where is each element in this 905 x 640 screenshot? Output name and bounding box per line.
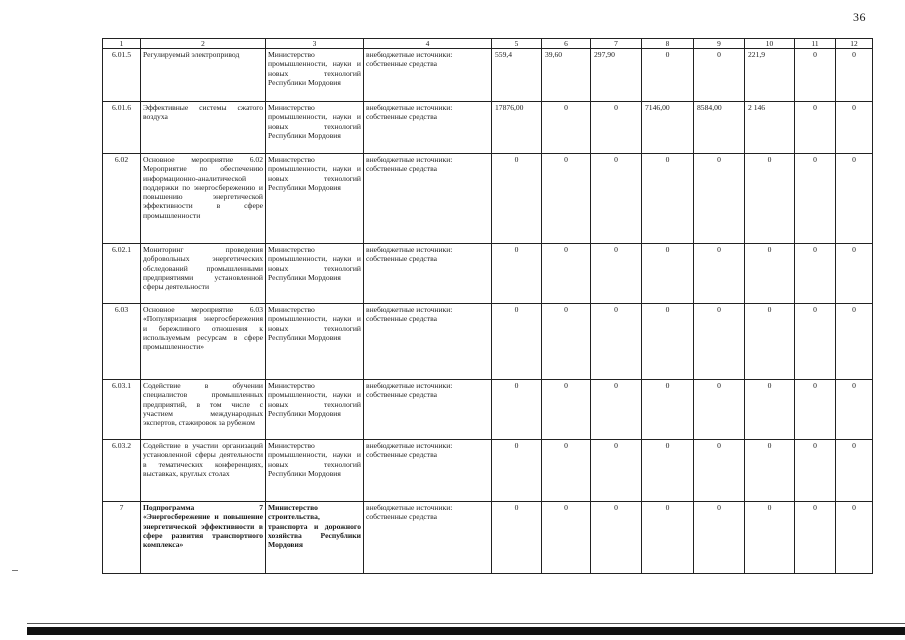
- row-funding-source: внебюджетные источники: собственные средства: [364, 154, 492, 244]
- table-row: [103, 304, 873, 380]
- row-value: 0: [795, 49, 836, 102]
- row-value: 0: [745, 154, 795, 244]
- row-value: 7146,00: [642, 102, 694, 154]
- row-name: Мониторинг проведения добровольных энергетических обследований промышленными предприятиями установленной сферы деятельности: [141, 244, 266, 304]
- row-funding-source: внебюджетные источники: собственные средства: [364, 380, 492, 440]
- row-value: 0: [836, 244, 873, 304]
- table-row: [103, 440, 873, 502]
- row-executor: Министерство промышленности, науки и новых технологий Республики Мордовия: [266, 154, 364, 244]
- table-row: [103, 380, 873, 440]
- column-header: 12: [836, 39, 873, 49]
- row-funding-source: внебюджетные источники: собственные средства: [364, 304, 492, 380]
- row-code: 6.03.2: [103, 440, 141, 502]
- row-code: 6.01.5: [103, 49, 141, 102]
- row-funding-source: внебюджетные источники: собственные средства: [364, 49, 492, 102]
- row-funding-source: внебюджетные источники: собственные средства: [364, 502, 492, 574]
- table-row: [103, 244, 873, 304]
- row-funding-source: внебюджетные источники: собственные средства: [364, 244, 492, 304]
- row-value: 0: [591, 304, 642, 380]
- row-value: 2 146: [745, 102, 795, 154]
- row-value: 221,9: [745, 49, 795, 102]
- row-value: 0: [642, 49, 694, 102]
- row-value: 0: [591, 440, 642, 502]
- row-value: 0: [795, 244, 836, 304]
- row-value: 0: [492, 380, 542, 440]
- row-value: 0: [542, 154, 591, 244]
- table-row: [103, 502, 873, 574]
- row-code: 6.03.1: [103, 380, 141, 440]
- row-name: Содействие в обучении специалистов промышленных предприятий, в том числе с участием международных экспертов, стажировок за рубежом: [141, 380, 266, 440]
- row-value: 0: [795, 154, 836, 244]
- row-executor: Министерство промышленности, науки и новых технологий Республики Мордовия: [266, 304, 364, 380]
- row-value: 0: [492, 304, 542, 380]
- row-executor: Министерство промышленности, науки и новых технологий Республики Мордовия: [266, 440, 364, 502]
- row-value: 0: [542, 244, 591, 304]
- row-value: 0: [492, 154, 542, 244]
- row-value: 0: [642, 502, 694, 574]
- row-code: 6.03: [103, 304, 141, 380]
- row-name: Эффективные системы сжатого воздуха: [141, 102, 266, 154]
- row-value: 559,4: [492, 49, 542, 102]
- table-row: [103, 154, 873, 244]
- row-value: 0: [836, 502, 873, 574]
- column-header: 11: [795, 39, 836, 49]
- page-number: 36: [853, 10, 866, 24]
- scan-mark: [12, 570, 18, 571]
- row-name: Основное мероприятие 6.02 Мероприятие по обеспечению информационно-аналитической поддержки по энергосбережению и повышению энергетической эффективности в сфере промышленности: [141, 154, 266, 244]
- row-value: 0: [795, 440, 836, 502]
- column-header: 2: [141, 39, 266, 49]
- column-header: 7: [591, 39, 642, 49]
- row-value: 297,90: [591, 49, 642, 102]
- row-value: 0: [745, 244, 795, 304]
- row-value: 0: [836, 49, 873, 102]
- table-body: [103, 39, 873, 574]
- row-value: 0: [795, 380, 836, 440]
- row-value: 0: [694, 154, 745, 244]
- row-value: 0: [745, 380, 795, 440]
- row-value: 0: [642, 380, 694, 440]
- row-value: 0: [836, 154, 873, 244]
- row-value: 0: [642, 304, 694, 380]
- row-value: 0: [542, 102, 591, 154]
- row-value: 0: [745, 502, 795, 574]
- scan-edge-line: [27, 623, 905, 624]
- program-table: [102, 38, 873, 574]
- row-value: 0: [642, 154, 694, 244]
- row-value: 0: [694, 440, 745, 502]
- column-header: 1: [103, 39, 141, 49]
- scan-bottom-border: [27, 627, 905, 635]
- row-value: 0: [642, 244, 694, 304]
- row-value: 0: [542, 304, 591, 380]
- row-name: Подпрограмма 7 «Энергосбережение и повышение энергетической эффективности в сфере развития транспортного комплекса»: [141, 502, 266, 574]
- row-value: 0: [836, 102, 873, 154]
- row-value: 17876,00: [492, 102, 542, 154]
- row-name: Основное мероприятие 6.03 «Популяризация энергосбережения и бережливого отношения к используемым ресурсам в сфере промышленности»: [141, 304, 266, 380]
- row-value: 0: [591, 502, 642, 574]
- row-value: 0: [694, 502, 745, 574]
- row-value: 0: [642, 440, 694, 502]
- row-code: 7: [103, 502, 141, 574]
- row-funding-source: внебюджетные источники: собственные средства: [364, 102, 492, 154]
- row-code: 6.02: [103, 154, 141, 244]
- column-header: 4: [364, 39, 492, 49]
- row-value: 0: [492, 244, 542, 304]
- row-value: 0: [542, 440, 591, 502]
- column-header: 6: [542, 39, 591, 49]
- row-value: 0: [836, 304, 873, 380]
- column-header: 10: [745, 39, 795, 49]
- row-executor: Министерство промышленности, науки и новых технологий Республики Мордовия: [266, 102, 364, 154]
- row-value: 0: [745, 440, 795, 502]
- row-name: Содействие в участии организаций установленной сферы деятельности в тематических конференциях, выставках, круглых столах: [141, 440, 266, 502]
- row-value: 0: [542, 502, 591, 574]
- row-executor: Министерство промышленности, науки и новых технологий Республики Мордовия: [266, 244, 364, 304]
- row-value: 0: [694, 380, 745, 440]
- row-value: 0: [836, 380, 873, 440]
- row-executor: Министерство промышленности, науки и новых технологий Республики Мордовия: [266, 380, 364, 440]
- row-code: 6.02.1: [103, 244, 141, 304]
- row-funding-source: внебюджетные источники: собственные средства: [364, 440, 492, 502]
- row-value: 0: [591, 102, 642, 154]
- row-value: 0: [591, 380, 642, 440]
- column-header: 8: [642, 39, 694, 49]
- column-header: 3: [266, 39, 364, 49]
- row-name: Регулируемый электропривод: [141, 49, 266, 102]
- row-value: 0: [542, 380, 591, 440]
- row-executor: Министерство промышленности, науки и новых технологий Республики Мордовия: [266, 49, 364, 102]
- row-value: 0: [836, 440, 873, 502]
- row-value: 39,60: [542, 49, 591, 102]
- row-value: 0: [795, 502, 836, 574]
- row-value: 8584,00: [694, 102, 745, 154]
- row-code: 6.01.6: [103, 102, 141, 154]
- row-executor: Министерство строительства, транспорта и дорожного хозяйства Республики Мордовия: [266, 502, 364, 574]
- row-value: 0: [591, 154, 642, 244]
- row-value: 0: [795, 304, 836, 380]
- table-row: [103, 102, 873, 154]
- row-value: 0: [591, 244, 642, 304]
- table-row: [103, 49, 873, 102]
- row-value: 0: [694, 49, 745, 102]
- column-header: 5: [492, 39, 542, 49]
- column-header: 9: [694, 39, 745, 49]
- row-value: 0: [745, 304, 795, 380]
- row-value: 0: [694, 304, 745, 380]
- header-row: [103, 39, 873, 49]
- row-value: 0: [492, 502, 542, 574]
- row-value: 0: [694, 244, 745, 304]
- row-value: 0: [492, 440, 542, 502]
- row-value: 0: [795, 102, 836, 154]
